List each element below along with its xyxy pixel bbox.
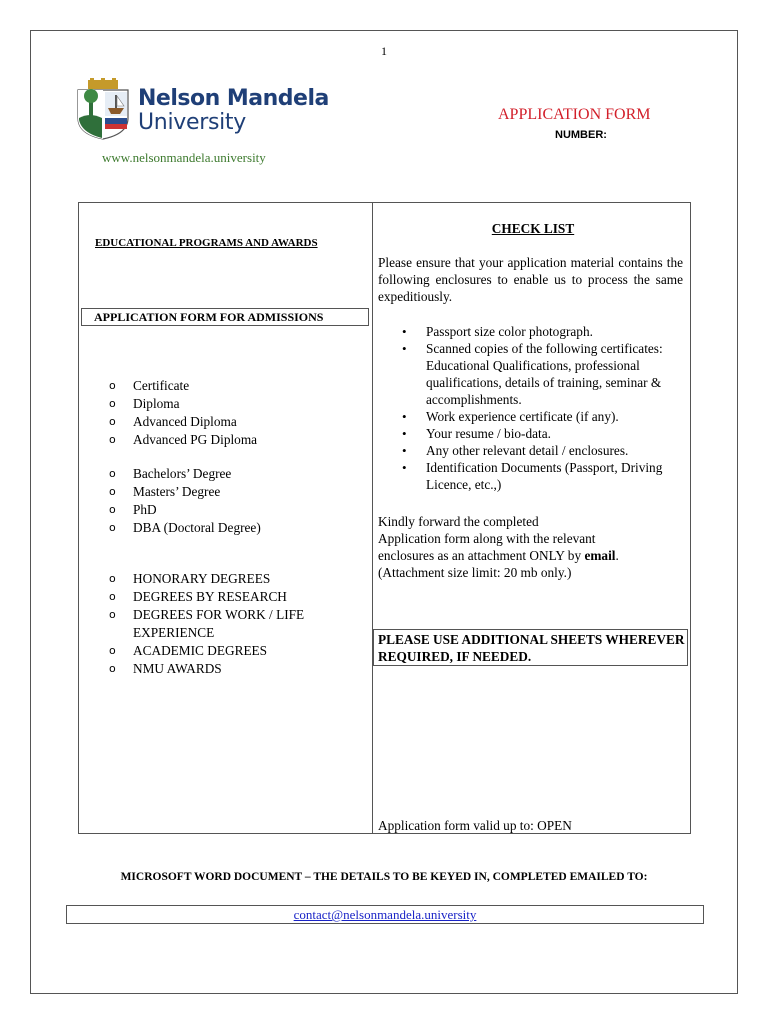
email-emphasis: email bbox=[584, 548, 616, 563]
checklist-intro: Please ensure that your application material contains the following enclosures to enable us to process the same expeditiously. bbox=[378, 255, 683, 304]
additional-sheets-notice: PLEASE USE ADDITIONAL SHEETS WHEREVER REQUIRED, IF NEEDED. bbox=[373, 629, 688, 666]
checklist-column bbox=[378, 203, 688, 833]
column-divider bbox=[372, 203, 373, 833]
certificate-options-list bbox=[109, 377, 257, 449]
list-item: o DEGREES FOR WORK / LIFE EXPERIENCE bbox=[109, 606, 339, 642]
list-item: o Advanced Diploma bbox=[109, 413, 257, 431]
list-item: • Identification Documents (Passport, Driving Licence, etc.,) bbox=[402, 459, 684, 493]
checklist-title: CHECK LIST bbox=[491, 221, 575, 236]
university-crest-icon bbox=[72, 78, 134, 140]
list-item: • Passport size color photograph. bbox=[402, 323, 684, 340]
list-item: • Any other relevant detail / enclosures. bbox=[402, 442, 684, 459]
admissions-subheading: APPLICATION FORM FOR ADMISSIONS bbox=[81, 308, 369, 326]
forward-text-part: enclosures as an attachment ONLY by bbox=[378, 548, 585, 563]
form-title: APPLICATION FORM bbox=[498, 106, 651, 123]
list-item: o DBA (Doctoral Degree) bbox=[109, 519, 261, 537]
list-item: o PhD bbox=[109, 501, 261, 519]
logo-name-line1: Nelson Mandela bbox=[138, 86, 329, 111]
forward-line bbox=[378, 547, 683, 564]
page-number: 1 bbox=[381, 44, 387, 58]
validity-text: Application form valid up to: OPEN bbox=[378, 818, 572, 833]
list-item: o NMU AWARDS bbox=[109, 660, 339, 678]
list-item: o Certificate bbox=[109, 377, 257, 395]
list-item: o HONORARY DEGREES bbox=[109, 570, 339, 588]
list-item: o Bachelors’ Degree bbox=[109, 465, 261, 483]
forward-line: (Attachment size limit: 20 mb only.) bbox=[378, 565, 572, 580]
website-url: www.nelsonmandela.university bbox=[102, 150, 266, 165]
university-logo bbox=[72, 78, 329, 144]
award-options-list bbox=[109, 570, 339, 678]
list-item: • Your resume / bio-data. bbox=[402, 425, 684, 442]
list-item: o ACADEMIC DEGREES bbox=[109, 642, 339, 660]
list-item: o Advanced PG Diploma bbox=[109, 431, 257, 449]
degree-options-list bbox=[109, 465, 261, 537]
programs-heading: EDUCATIONAL PROGRAMS AND AWARDS bbox=[95, 237, 318, 249]
forward-text-part: . bbox=[615, 548, 619, 563]
checklist-items bbox=[402, 323, 684, 493]
list-item: • Work experience certificate (if any). bbox=[402, 408, 684, 425]
forward-instructions bbox=[378, 513, 683, 581]
list-item: o DEGREES BY RESEARCH bbox=[109, 588, 339, 606]
forward-line: Application form along with the relevant bbox=[378, 531, 596, 546]
logo-name-line2: University bbox=[138, 110, 246, 135]
contact-email-box bbox=[66, 905, 704, 924]
list-item: • Scanned copies of the following certificates: Educational Qualifications, professional qualifications, details of training, seminar & accomplishments. bbox=[402, 340, 684, 408]
footer-instruction: MICROSOFT WORD DOCUMENT – THE DETAILS TO BE KEYED IN, COMPLETED EMAILED TO: bbox=[120, 871, 648, 883]
form-number-label: NUMBER: bbox=[555, 129, 607, 141]
list-item: o Diploma bbox=[109, 395, 257, 413]
main-table bbox=[78, 202, 691, 834]
list-item: o Masters’ Degree bbox=[109, 483, 261, 501]
contact-email-link[interactable]: contact@nelsonmandela.university bbox=[293, 907, 477, 922]
forward-line: Kindly forward the completed bbox=[378, 514, 539, 529]
